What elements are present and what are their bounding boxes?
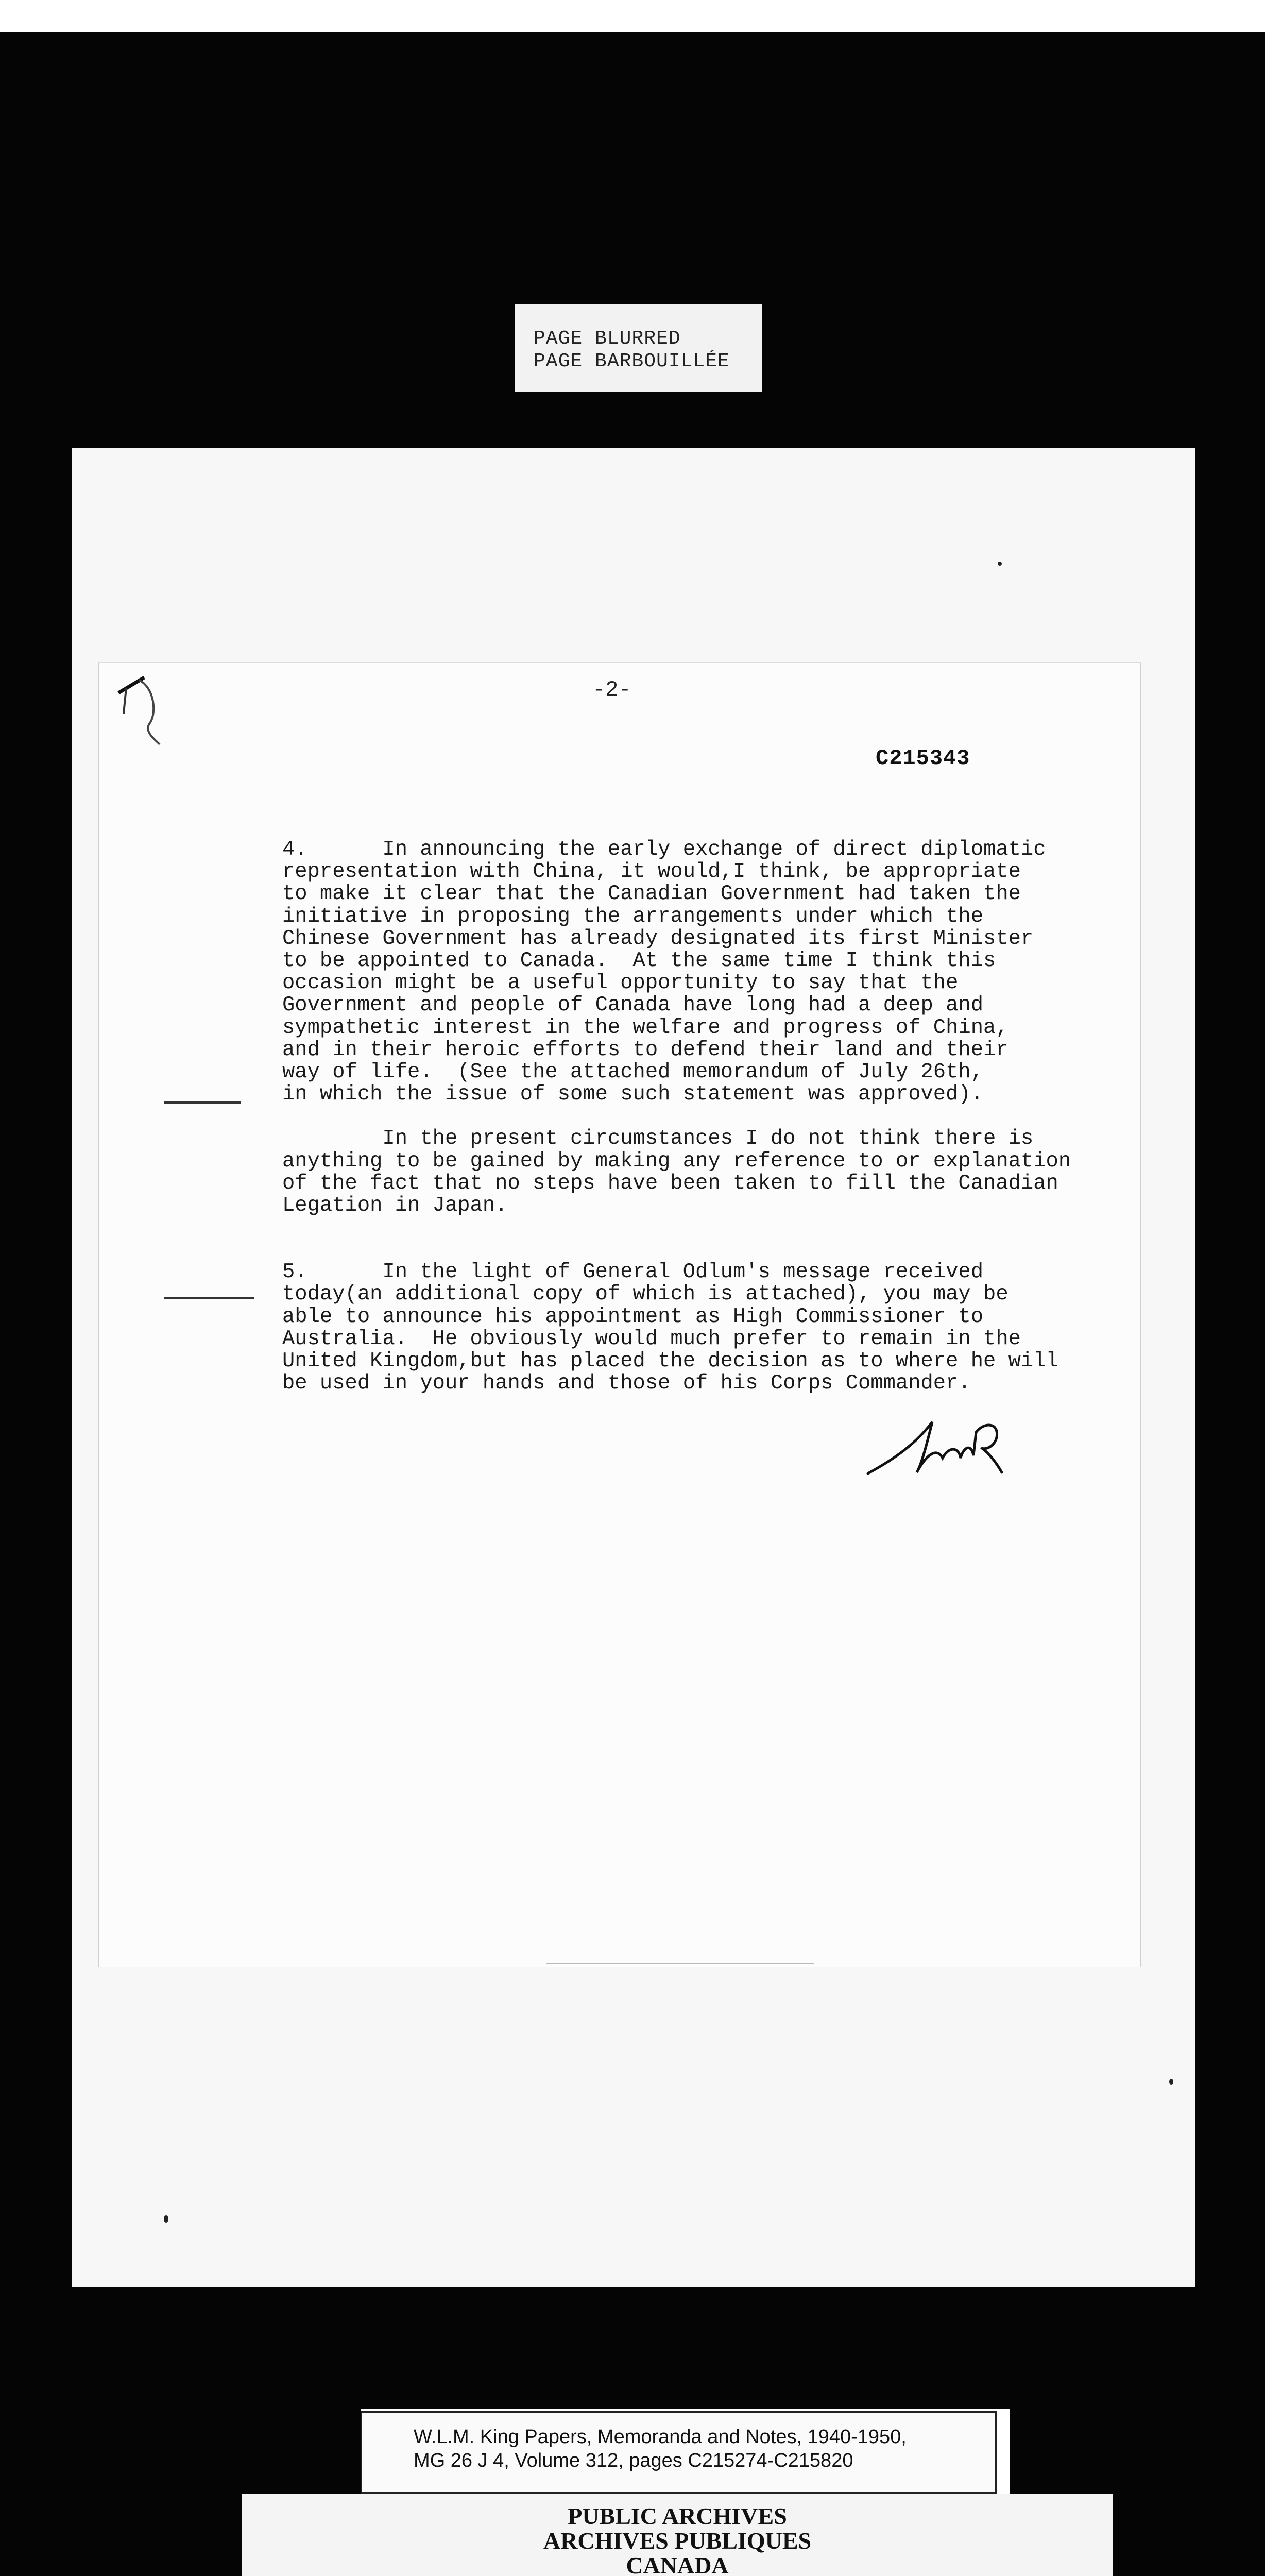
corner-pencil-mark-icon (108, 667, 170, 755)
paragraph-japan: In the present circumstances I do not think there is anything to be gained by making any reference to or explanation of the fact that no steps have been taken to fill the Canadian Legation in Japan. (282, 1127, 1071, 1218)
document-number: C215343 (876, 746, 970, 771)
paragraph-5: 5. In the light of General Odlum's message received today(an additional copy of which is attached), you may be able to announce his appointment as High Commissioner to Australia. He obviously would much prefer to remain in the United Kingdom,but has placed the decision as to where he will be used in your hands and those of his Corps Commander. (282, 1260, 1058, 1396)
scan-top-edge (0, 0, 1265, 32)
margin-mark-odlum (164, 1297, 254, 1299)
archive-country: CANADA (626, 2552, 729, 2576)
paragraph-4: 4. In announcing the early exchange of direct diplomatic representation with China, it would,I think, be appropriate to make it clear that the Canadian Government had taken the initiative in proposing the arrangements under which the Chinese Government has already designated its first Minister to be appointed to Canada. At the same time I think this occasion might be a useful opportunity to say that the Government and people of Canada have long had a deep and sympathetic interest in the welfare and progress of China, and in their heroic efforts to defend their land and their way of life. (See the attached memorandum of July 26th, in which the issue of some such statement was approved). (282, 838, 1046, 1107)
margin-mark-memorandum (164, 1101, 241, 1104)
archive-name-french: ARCHIVES PUBLIQUES (543, 2528, 812, 2554)
speck (1169, 2079, 1173, 2085)
page-blurred-english: PAGE BLURRED (534, 328, 681, 350)
archive-name-english: PUBLIC ARCHIVES (568, 2503, 787, 2529)
page-number: -2- (592, 677, 631, 702)
archive-reference-box (361, 2411, 997, 2494)
speck (998, 562, 1002, 566)
archive-name (242, 2504, 1113, 2576)
page-blurred-french: PAGE BARBOUILLÉE (534, 350, 730, 372)
page-blurred-label (515, 304, 762, 392)
scan-artifact-line (546, 1963, 814, 1964)
archive-reference-line2: MG 26 J 4, Volume 312, pages C215274-C215820 (414, 2450, 853, 2471)
archive-reference-line1: W.L.M. King Papers, Memoranda and Notes, 1940-1950, (414, 2426, 907, 2448)
speck (164, 2215, 168, 2223)
memo-body (282, 839, 1137, 1395)
signature-initials (865, 1412, 1035, 1484)
